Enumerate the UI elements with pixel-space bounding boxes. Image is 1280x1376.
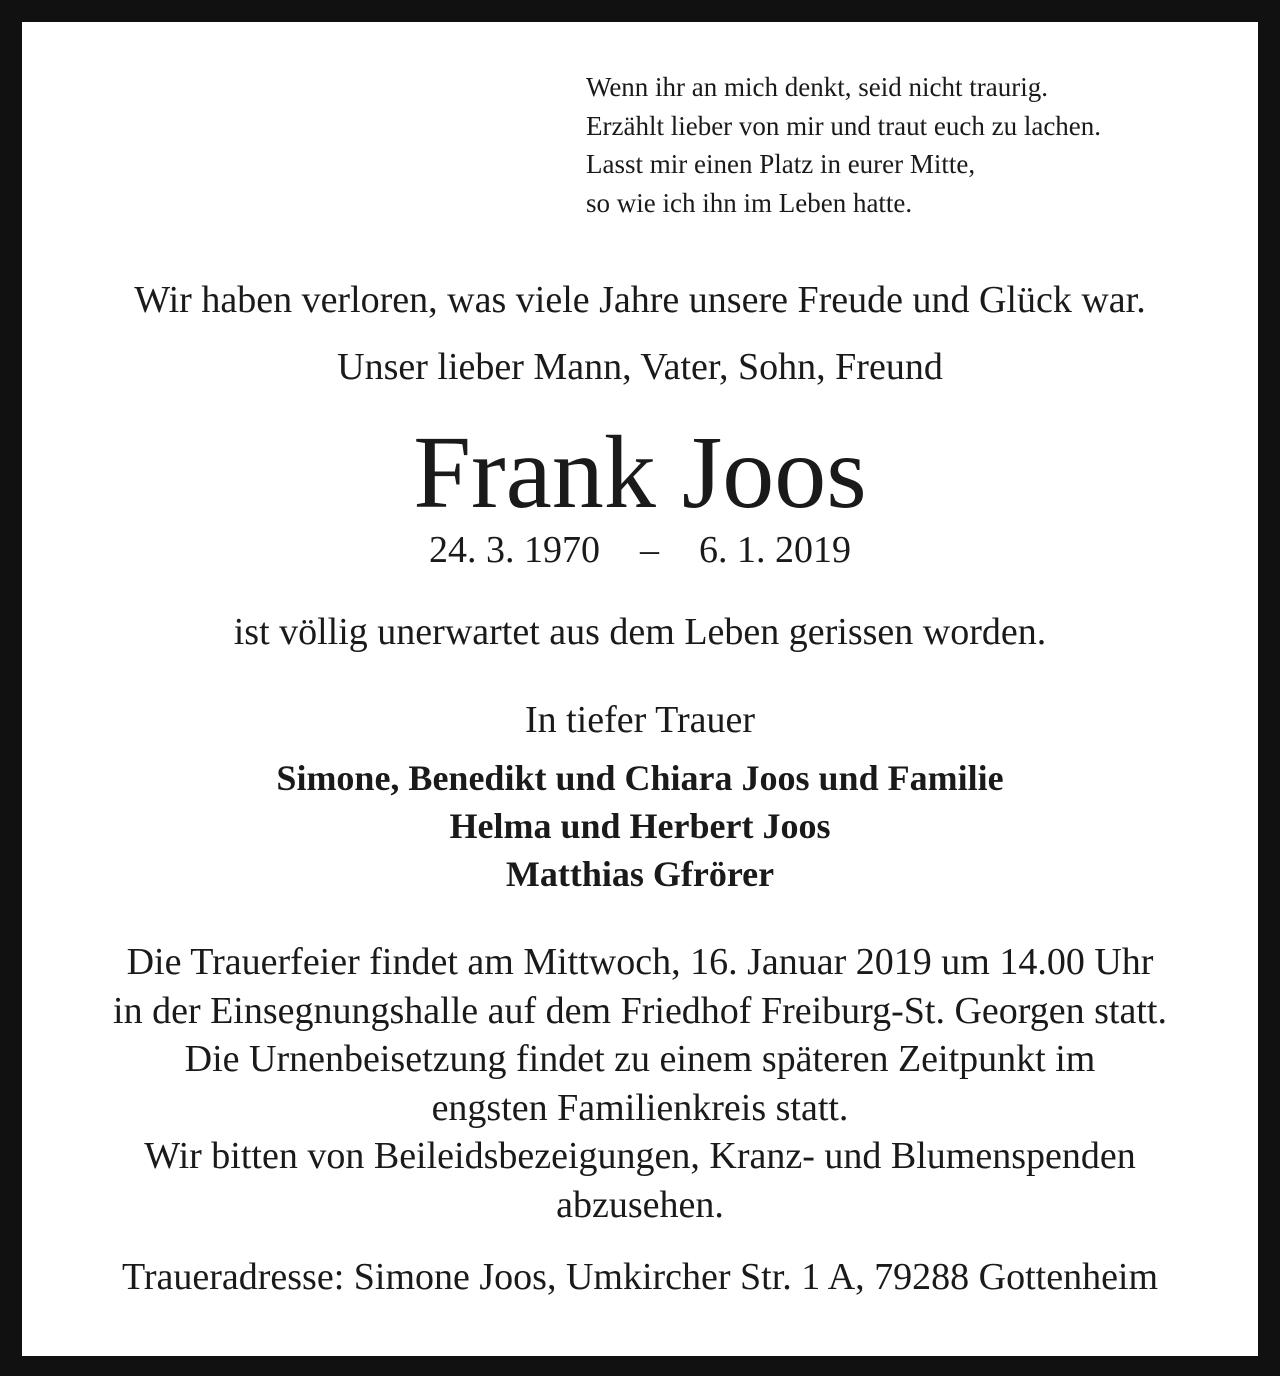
mourning-address: Traueradresse: Simone Joos, Umkircher Str. 1 A, 79288 Gottenheim	[121, 1256, 1159, 1298]
mourner-name: Helma und Herbert Joos	[449, 806, 831, 846]
poem	[586, 68, 1101, 222]
outro-line: ist völlig unerwartet aus dem Leben gerissen worden.	[233, 611, 1047, 653]
deceased-name: Frank Joos	[413, 415, 867, 530]
intro-line: Wir haben verloren, was viele Jahre unsere Freude und Glück war.	[134, 279, 1146, 321]
mourning-heading: In tiefer Trauer	[524, 699, 756, 741]
info-line: in der Einsegnungshalle auf dem Friedhof Freiburg-St. Georgen statt.	[113, 989, 1167, 1032]
life-dates	[0, 528, 1280, 572]
date-separator: –	[640, 529, 659, 571]
info-line: abzusehen.	[556, 1183, 724, 1226]
poem-line: so wie ich ihn im Leben hatte.	[586, 187, 913, 218]
relation-line: Unser lieber Mann, Vater, Sohn, Freund	[337, 346, 943, 388]
poem-line: Wenn ihr an mich denkt, seid nicht traurig.	[586, 72, 1048, 102]
poem-line: Lasst mir einen Platz in eurer Mitte,	[586, 149, 976, 179]
mourners-list	[0, 754, 1280, 898]
poem-line: Erzählt lieber von mir und traut euch zu lachen.	[586, 110, 1102, 141]
info-line: Die Trauerfeier findet am Mittwoch, 16. Januar 2019 um 14.00 Uhr	[126, 941, 1154, 983]
death-date: 6. 1. 2019	[699, 529, 851, 571]
info-line: Die Urnenbeisetzung findet zu einem späteren Zeitpunkt im	[184, 1038, 1096, 1080]
info-line: Wir bitten von Beileidsbezeigungen, Kranz- und Blumenspenden	[144, 1135, 1136, 1177]
mourner-name: Matthias Gfrörer	[505, 854, 775, 894]
mourner-name: Simone, Benedikt und Chiara Joos und Familie	[276, 758, 1004, 798]
info-line: engsten Familienkreis statt.	[431, 1086, 849, 1129]
birth-date: 24. 3. 1970	[429, 529, 600, 571]
funeral-info	[0, 938, 1280, 1229]
